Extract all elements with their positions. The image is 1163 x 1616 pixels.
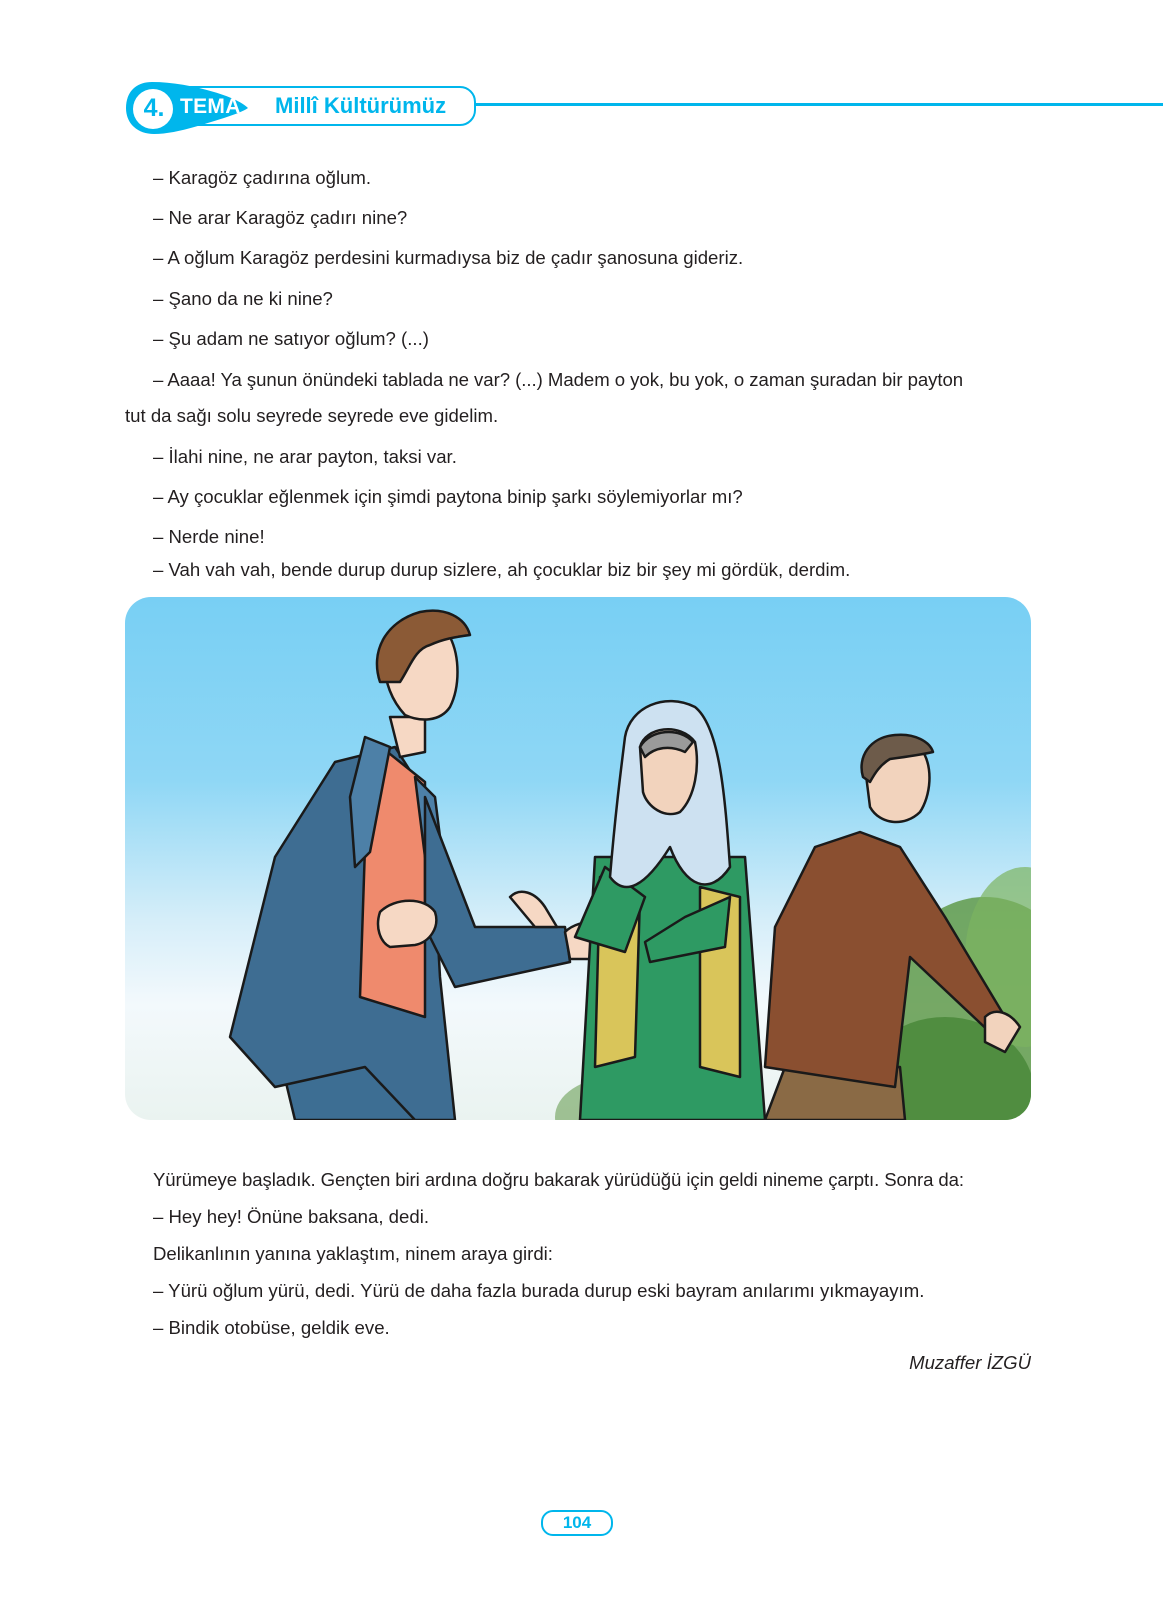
dialogue-line: – Aaaa! Ya şunun önündeki tablada ne var? (...) Madem o yok, bu yok, o zaman şuradan bir payton bbox=[153, 369, 964, 390]
dialogue-line: – Yürü oğlum yürü, dedi. Yürü de daha fazla burada durup eski bayram anılarımı yıkmayayım. bbox=[153, 1280, 925, 1301]
dialogue-line: – Nerde nine! bbox=[153, 526, 265, 547]
theme-title: Millî Kültürümüz bbox=[275, 93, 447, 118]
narrative-line: Yürümeye başladık. Gençten biri ardına doğru bakarak yürüdüğü için geldi nineme çarptı. Sonra da: bbox=[153, 1169, 964, 1190]
page-number-badge: 104 bbox=[541, 1510, 613, 1536]
dialogue-line: – İlahi nine, ne arar payton, taksi var. bbox=[153, 446, 457, 467]
dialogue-line: – Ne arar Karagöz çadırı nine? bbox=[153, 207, 408, 228]
header-rule bbox=[476, 103, 1163, 106]
dialogue-line: – Vah vah vah, bende durup durup sizlere, ah çocuklar biz bir şey mi gördük, derdim. bbox=[153, 559, 851, 580]
theme-header bbox=[0, 0, 1163, 150]
narrative-line: Delikanlının yanına yaklaştım, ninem araya girdi: bbox=[153, 1243, 553, 1264]
author-name: Muzaffer İZGÜ bbox=[909, 1352, 1031, 1373]
dialogue-line: – Ay çocuklar eğlenmek için şimdi paytona binip şarkı söylemiyorlar mı? bbox=[153, 486, 743, 507]
theme-number: 4. bbox=[143, 94, 165, 122]
dialogue-line: – Şu adam ne satıyor oğlum? (...) bbox=[153, 328, 429, 349]
dialogue-line: – A oğlum Karagöz perdesini kurmadıysa biz de çadır şanosuna gideriz. bbox=[153, 247, 744, 268]
theme-label: TEMA bbox=[180, 95, 241, 118]
dialogue-line: – Bindik otobüse, geldik eve. bbox=[153, 1317, 390, 1338]
dialogue-line: – Karagöz çadırına oğlum. bbox=[153, 167, 372, 188]
story-illustration bbox=[125, 597, 1031, 1120]
street-scene-illustration-icon bbox=[125, 597, 1031, 1120]
dialogue-line: – Şano da ne ki nine? bbox=[153, 288, 333, 309]
dialogue-line-continued: tut da sağı solu seyrede seyrede eve gidelim. bbox=[125, 405, 499, 426]
dialogue-line: – Hey hey! Önüne baksana, dedi. bbox=[153, 1206, 429, 1227]
